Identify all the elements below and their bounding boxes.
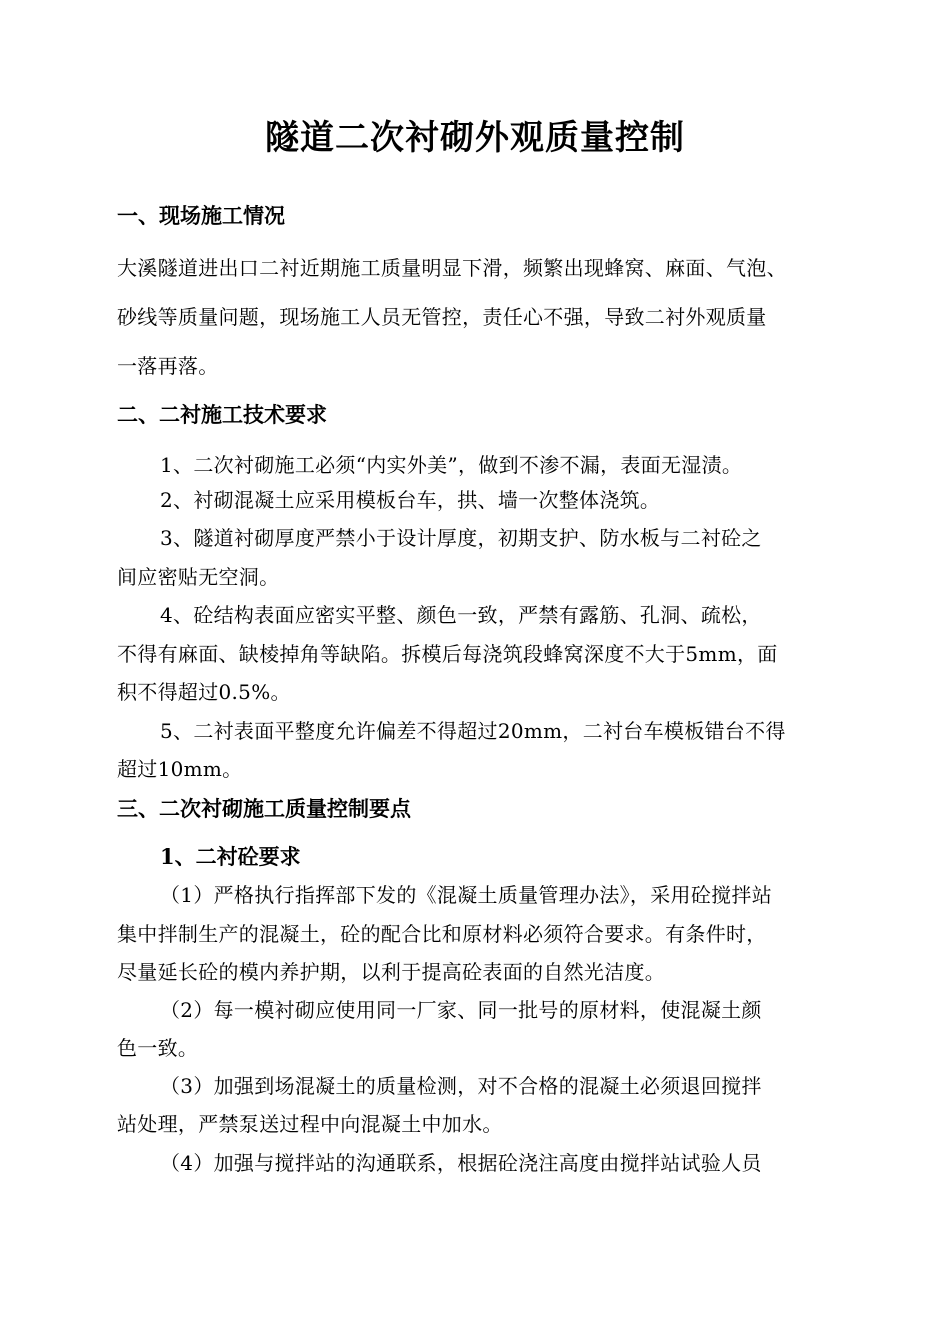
section-heading-1: 一、现场施工情况	[117, 203, 285, 228]
paragraph-line: 站处理，严禁泵送过程中向混凝土中加水。	[117, 1112, 503, 1136]
requirement-item-5-cont: 超过10mm。	[117, 757, 243, 781]
sub-heading-concrete: 1、二衬砼要求	[160, 844, 301, 869]
requirement-item-4-cont: 不得有麻面、缺棱掉角等缺陷。拆模后每浇筑段蜂窝深度不大于5mm，面	[117, 642, 778, 666]
requirement-item-4-cont: 积不得超过0.5%。	[117, 680, 291, 704]
paragraph-line: （2）每一模衬砌应使用同一厂家、同一批号的原材料，使混凝土颜	[160, 998, 762, 1022]
paragraph-line: （1）严格执行指挥部下发的《混凝土质量管理办法》，采用砼搅拌站	[160, 883, 773, 907]
paragraph-line: 大溪隧道进出口二衬近期施工质量明显下滑，频繁出现蜂窝、麻面、气泡、	[117, 256, 787, 280]
requirement-item-3-cont: 间应密贴无空洞。	[117, 565, 280, 589]
paragraph-line: （3）加强到场混凝土的质量检测，对不合格的混凝土必须退回搅拌	[160, 1074, 762, 1098]
requirement-item-2: 2、衬砌混凝土应采用模板台车，拱、墙一次整体浇筑。	[160, 488, 661, 512]
requirement-item-5: 5、二衬表面平整度允许偏差不得超过20mm，二衬台车模板错台不得	[160, 719, 786, 743]
section-heading-3: 三、二次衬砌施工质量控制要点	[117, 796, 411, 821]
paragraph-line: 尽量延长砼的模内养护期，以利于提高砼表面的自然光洁度。	[117, 960, 666, 984]
paragraph-line: （4）加强与搅拌站的沟通联系，根据砼浇注高度由搅拌站试验人员	[160, 1151, 762, 1175]
section-heading-2: 二、二衬施工技术要求	[117, 402, 327, 427]
paragraph-line: 色一致。	[117, 1036, 199, 1060]
paragraph-line: 集中拌制生产的混凝土，砼的配合比和原材料必须符合要求。有条件时，	[117, 922, 767, 946]
requirement-item-3: 3、隧道衬砌厚度严禁小于设计厚度，初期支护、防水板与二衬砼之	[160, 526, 762, 550]
requirement-item-1: 1、二次衬砌施工必须“内实外美”，做到不渗不漏，表面无湿渍。	[160, 453, 743, 477]
document-title: 隧道二次衬砌外观质量控制	[265, 118, 685, 158]
paragraph-line: 砂线等质量问题，现场施工人员无管控，责任心不强，导致二衬外观质量	[117, 305, 767, 329]
paragraph-line: 一落再落。	[117, 354, 219, 378]
requirement-item-4: 4、砼结构表面应密实平整、颜色一致，严禁有露筋、孔洞、疏松，	[160, 603, 762, 627]
